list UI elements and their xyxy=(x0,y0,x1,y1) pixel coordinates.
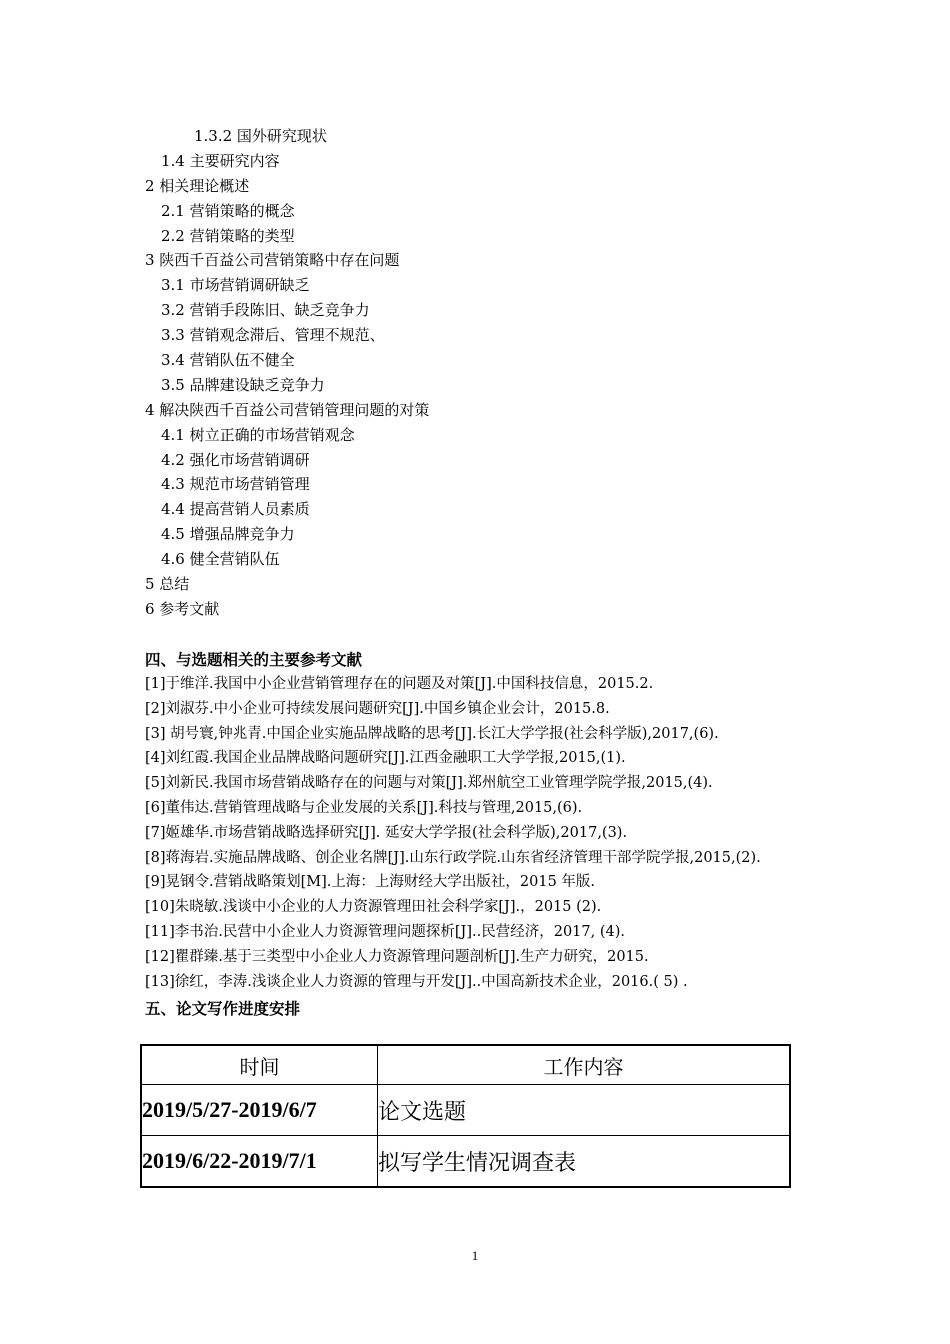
toc-entry: 2.1 营销策略的概念 xyxy=(161,201,295,220)
reference-item: [5]刘新民.我国市场营销战略存在的问题与对策[J].郑州航空工业管理学院学报,2015,(4). xyxy=(145,775,713,792)
toc-entry: 1.4 主要研究内容 xyxy=(161,151,280,170)
reference-item: [11]李书治.民营中小企业人力资源管理问题探析[J]..民营经济，2017, (4). xyxy=(145,923,625,940)
toc-entry: 3.5 品牌建设缺乏竞争力 xyxy=(161,375,325,394)
reference-item: [10]朱晓敏.浅谈中小企业的人力资源管理田社会科学家[J].，2015 (2). xyxy=(145,899,602,916)
reference-item: [12]瞿群臻.基于三类型中小企业人力资源管理问题剖析[J].生产力研究，2015. xyxy=(145,948,649,965)
toc-entry: 1.3.2 国外研究现状 xyxy=(194,127,327,145)
toc-entry: 3.1 市场营销调研缺乏 xyxy=(161,276,310,295)
schedule-task: 拟写学生情况调查表 xyxy=(378,1136,791,1188)
toc-entry: 4.3 规范市场营销管理 xyxy=(161,475,310,494)
header-time: 时间 xyxy=(141,1045,378,1085)
section-5-heading: 五、论文写作进度安排 xyxy=(145,1000,301,1018)
reference-item: [13]徐红，李涛.浅谈企业人力资源的管理与开发[J]..中国高新技术企业，2016.( 5) . xyxy=(145,973,688,990)
reference-list xyxy=(145,672,885,994)
toc-entry: 4.6 健全营销队伍 xyxy=(161,550,280,569)
toc-entry: 2.2 营销策略的类型 xyxy=(161,226,295,245)
toc-entry: 6 参考文献 xyxy=(145,599,220,618)
schedule-table xyxy=(140,1044,791,1188)
schedule-task: 论文选题 xyxy=(378,1085,791,1136)
reference-item: [7]姬雄华.市场营销战略选择研究[J]. 延安大学学报(社会科学版),2017,(3). xyxy=(145,824,628,841)
reference-item: [8]蒋海岩.实施品牌战略、创企业名牌[J].山东行政学院.山东省经济管理干部学院学报,2015,(2). xyxy=(145,849,761,866)
header-task: 工作内容 xyxy=(378,1045,791,1085)
toc-entry: 4.4 提高营销人员素质 xyxy=(161,500,310,519)
toc-entry: 3.2 营销手段陈旧、缺乏竞争力 xyxy=(161,301,370,320)
schedule-row xyxy=(141,1136,790,1188)
toc-entry: 3 陕西千百益公司营销策略中存在问题 xyxy=(145,251,400,270)
section-4-heading: 四、与选题相关的主要参考文献 xyxy=(145,651,363,669)
reference-item: [1]于维洋.我国中小企业营销管理存在的问题及对策[J].中国科技信息，2015.2. xyxy=(145,676,654,692)
reference-item: [4]刘红霞.我国企业品牌战略问题研究[J].江西金融职工大学学报,2015,(1). xyxy=(145,750,626,767)
reference-item: [9]晃钢令.营销战略策划[M].上海：上海财经大学出版社，2015 年版. xyxy=(145,874,596,891)
reference-item: [6]董伟达.营销管理战略与企业发展的关系[J].科技与管理,2015,(6). xyxy=(145,799,583,816)
toc-entry: 3.4 营销队伍不健全 xyxy=(161,351,295,370)
schedule-row xyxy=(141,1085,790,1136)
toc-entry: 2 相关理论概述 xyxy=(145,176,250,195)
schedule-time: 2019/6/22-2019/7/1 xyxy=(141,1136,378,1188)
reference-item: [2]刘淑芬.中小企业可持续发展问题研究[J].中国乡镇企业会计，2015.8. xyxy=(145,700,610,717)
toc-entry: 4 解决陕西千百益公司营销管理问题的对策 xyxy=(145,400,430,419)
toc-entry: 4.2 强化市场营销调研 xyxy=(161,450,310,469)
schedule-time: 2019/5/27-2019/6/7 xyxy=(141,1085,378,1136)
toc-entry: 4.5 增强品牌竞争力 xyxy=(161,525,295,544)
toc-entry: 3.3 营销观念滞后、管理不规范、 xyxy=(161,326,385,345)
toc-entry: 4.1 树立正确的市场营销观念 xyxy=(161,425,355,444)
reference-item: [3] 胡号寰,钟兆青.中国企业实施品牌战略的思考[J].长江大学学报(社会科学版),2017,(6). xyxy=(145,725,719,742)
table-of-contents xyxy=(145,124,845,622)
toc-entry: 5 总结 xyxy=(145,575,190,594)
page-number: 1 xyxy=(471,1248,479,1263)
schedule-header-row xyxy=(141,1045,790,1085)
